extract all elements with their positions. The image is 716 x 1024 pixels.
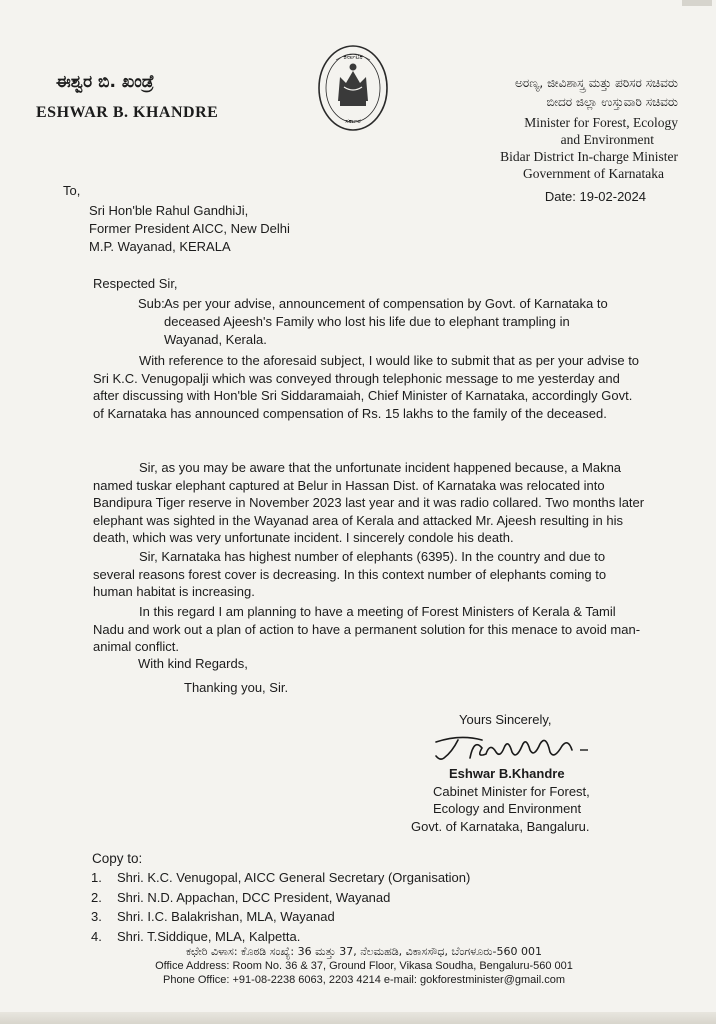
subject-block bbox=[138, 295, 608, 349]
sender-name-english: ESHWAR B. KHANDRE bbox=[36, 104, 219, 121]
footer-address-kannada: ಕಛೇರಿ ವಿಳಾಸ: ಕೊಠಡಿ ಸಂಖ್ಯೆ: 36 ಮತ್ತು 37, ನೆಲಮಹಡಿ, ವಿಕಾಸಸೌಧ, ಬೆಂಗಳೂರು-560 001 bbox=[186, 945, 542, 958]
copy-to-list bbox=[91, 868, 470, 946]
letterhead-footer bbox=[114, 945, 614, 987]
sender-title-line: Government of Karnataka bbox=[523, 166, 664, 181]
sender-title-line: Bidar District In-charge Minister bbox=[500, 149, 678, 164]
footer-address-english: Office Address: Room No. 36 & 37, Ground Floor, Vikasa Soudha, Bengaluru-560 001 bbox=[155, 960, 573, 972]
letter-date: Date: 19-02-2024 bbox=[544, 189, 646, 204]
sender-title-english bbox=[500, 114, 678, 182]
emblem-bottom-text: ಸರ್ಕಾರ bbox=[345, 117, 361, 125]
signer-line: Cabinet Minister for Forest, bbox=[433, 783, 590, 799]
subject-text: As per your advise, announcement of compensation by Govt. of Karnataka to deceased Ajeesh's Family who lost his life due to elephant trampling in Wayanad, Kerala. bbox=[164, 296, 608, 347]
salutation: Respected Sir, bbox=[93, 276, 178, 291]
signer-line: Ecology and Environment bbox=[433, 801, 582, 816]
signer-line: Govt. of Karnataka, Bangaluru. bbox=[411, 818, 590, 834]
closing-thanks: Thanking you, Sir. bbox=[184, 680, 289, 695]
body-paragraph: In this regard I am planning to have a meeting of Forest Ministers of Kerala & Tamil Nadu and work out a plan of action to have a permanent solution for this menace to avoid man- animal conflict. bbox=[93, 604, 641, 654]
scan-corner-mark bbox=[682, 0, 712, 6]
subject-label: Sub: bbox=[138, 296, 165, 311]
addressee-line: Former President AICC, New Delhi bbox=[89, 221, 290, 236]
yours-sincerely: Yours Sincerely, bbox=[459, 712, 552, 727]
sender-title-line: Minister for Forest, Ecology bbox=[524, 115, 678, 130]
addressee-to: To, bbox=[63, 183, 81, 198]
body-paragraph: Sir, Karnataka has highest number of elephants (6395). In the country and due to several reasons forest cover is decreasing. In this context number of elephants coming to human habitat is increasing. bbox=[93, 549, 607, 599]
karnataka-emblem-icon bbox=[316, 43, 390, 133]
footer-phone-email: Phone Office: +91-08-2238 6063, 2203 4214 e-mail: gokforestminister@gmail.com bbox=[163, 974, 565, 986]
sender-title-kannada-line: ಬೀದರ ಜಿಲ್ಲಾ ಉಸ್ತುವಾರಿ ಸಚಿವರು bbox=[546, 95, 678, 109]
addressee-block bbox=[63, 182, 290, 256]
sender-title-line: and Environment bbox=[560, 132, 654, 147]
body-paragraph: Sir, as you may be aware that the unfortunate incident happened because, a Makna named tuskar elephant captured at Belur in Hassan Dist. of Karnataka was relocated into Bandipura Tiger reserve in November 2023 last year and it was radio collared. Two months later elephant was sighted in the Wayanad area of Kerala and attacked Mr. Ajeesh resulting in his death, which was very unfortunate incident. I sincerely condole his death. bbox=[93, 460, 645, 545]
handwritten-signature bbox=[430, 728, 620, 768]
body-paragraph: With reference to the aforesaid subject, I would like to submit that as per your advise to Sri K.C. Venugopalji which was conveyed through telephonic message to me yesterday and after discussing with Hon'ble Sri Siddaramaiah, Chief Minister of Karnataka, accordingly Govt. of Karnataka has announced compensation of Rs. 15 lakhs to the family of the deceased. bbox=[93, 353, 640, 421]
addressee-line: M.P. Wayanad, KERALA bbox=[89, 239, 231, 254]
closing-regards: With kind Regards, bbox=[138, 656, 248, 671]
scan-bottom-edge bbox=[0, 1012, 716, 1024]
sender-title-kannada-line: ಅರಣ್ಯ, ಜೀವಿಶಾಸ್ತ್ರ ಮತ್ತು ಪರಿಸರ ಸಚಿವರು bbox=[515, 76, 678, 90]
list-item: 2. Shri. N.D. Appachan, DCC President, Wayanad bbox=[91, 889, 391, 905]
list-item: 4. Shri. T.Siddique, MLA, Kalpetta. bbox=[91, 928, 301, 944]
copy-to-title: Copy to: bbox=[92, 851, 143, 866]
addressee-line: Sri Hon'ble Rahul GandhiJi, bbox=[89, 203, 249, 218]
sender-name-kannada: ಈಶ್ವರ ಬಿ. ಖಂಡ್ರೆ bbox=[56, 72, 154, 92]
sender-title-kannada bbox=[515, 74, 678, 112]
emblem-top-text: ಕರ್ನಾಟಕ bbox=[343, 53, 363, 61]
list-item: 3. Shri. I.C. Balakrishan, MLA, Wayanad bbox=[91, 909, 335, 924]
signer-name: Eshwar B.Khandre bbox=[449, 766, 565, 781]
list-item: 1. Shri. K.C. Venugopal, AICC General Secretary (Organisation) bbox=[91, 870, 471, 885]
signer-block bbox=[411, 765, 590, 835]
